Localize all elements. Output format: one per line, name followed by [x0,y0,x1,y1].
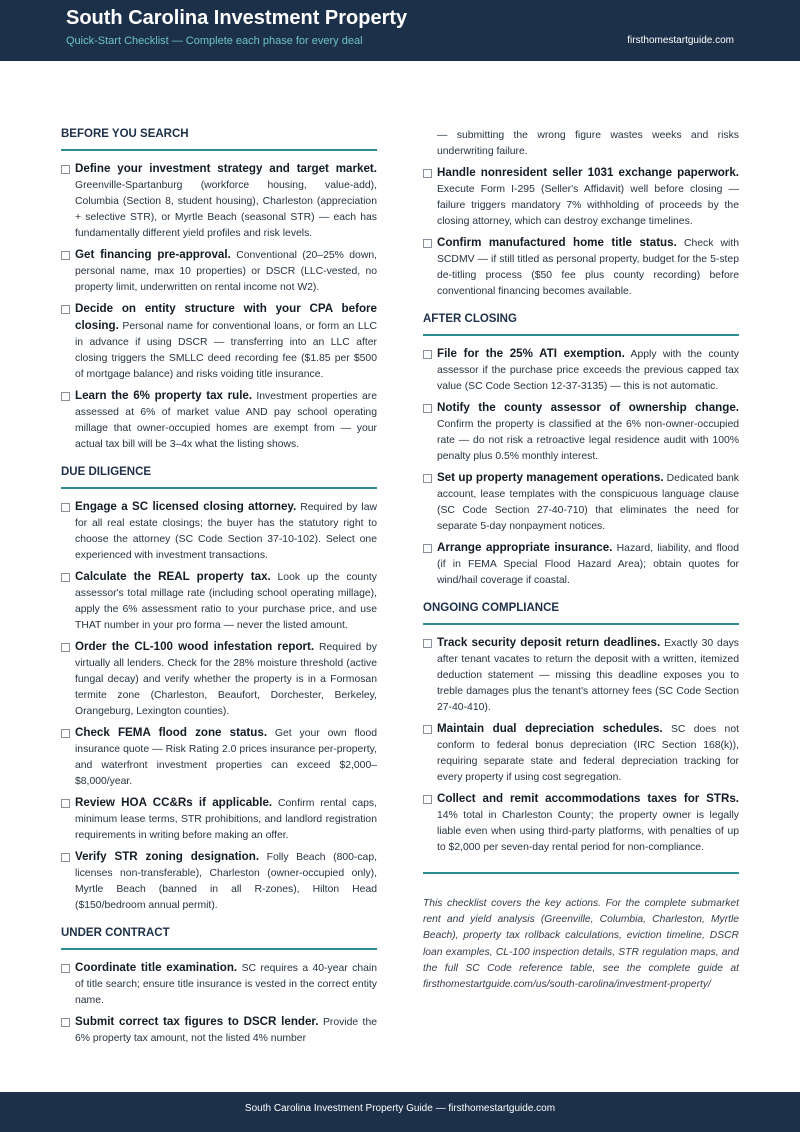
checklist-item: Notify the county assessor of ownership change. Confirm the property is classified at the 6% non-owner-occupied rate — do not risk a retroactive legal residence audit with 100% penalty plus 0.5% monthly interest. [423,400,739,465]
guide-note: This checklist covers the key actions. For the complete submarket rent and yield analysis (Greenville, Columbia, Charleston, Myrtle Beach), property tax rollback calculations, eviction timeline, DSCR loan examples, CL-100 inspection details, STR regulation maps, and the full SC Code reference table, see the complete guide at firsthomestartguide.com/us/south-carolina/investment-property/ [423,898,739,991]
checkbox[interactable] [423,404,432,413]
checkbox[interactable] [61,392,70,401]
page-footer [0,1092,800,1132]
section-after-list [423,346,739,589]
checklist-item: Set up property management operations. Dedicated bank account, lease templates with the conspicuous language clause (SC Code Section 27-40-710) that eliminates the need for separate 5-day nonpayment notices. [423,470,739,535]
checklist-item: Learn the 6% property tax rule. Investment properties are assessed at 6% of market value AND pay school operating millage that owner-occupied homes are exempt from — your actual tax bill will be 3–4x what the listing shows. [61,388,377,453]
checklist-item: Engage a SC licensed closing attorney. Required by law for all real estate closings; the buyer has the statutory right to choose the attorney (SC Code Section 37-10-102). Select one experienced with investment transactions. [61,499,377,564]
section-contract-list [61,960,377,1047]
checkbox[interactable] [423,474,432,483]
divider [423,872,739,874]
checkbox[interactable] [61,1018,70,1027]
checklist-item: Verify STR zoning designation. Folly Beach (800-cap, licenses non-transferable), Charleston (owner-occupied only), Myrtle Beach (banned in all R-zones), Hilton Head ($150/bedroom annual permit). [61,849,377,914]
section-diligence-list [61,499,377,914]
checklist-item: Get financing pre-approval. Conventional (20–25% down, personal name, max 10 properties) or DSCR (LLC-vested, no property limit, underwritten on rental income not W2). [61,247,377,296]
checklist-item: Coordinate title examination. SC requires a 40-year chain of title search; ensure title insurance is vested in the correct entity name. [61,960,377,1009]
checklist-item: Maintain dual depreciation schedules. SC does not conform to federal bonus depreciation (IRC Section 168(k)), requiring separate state and federal depreciation tracking for every property if using cost segregation. [423,721,739,786]
checkbox[interactable] [61,964,70,973]
checklist-item: Confirm manufactured home title status. Check with SCDMV — if still titled as personal property, budget for the 5-step de-titling process ($50 fee plus county recording) before conventional financing becomes available. [423,235,739,300]
section-before-list [61,161,377,453]
page-title: South Carolina Investment Property [66,7,408,29]
checklist-item: Track security deposit return deadlines. Exactly 30 days after tenant vacates to return the deposit with a written, itemized deduction statement — missing this deadline exposes you to treble damages plus the tenant's attorney fees (SC Code Section 27-40-410). [423,635,739,716]
checkbox[interactable] [423,725,432,734]
section-title-contract: UNDER CONTRACT [61,927,377,950]
right-column [423,128,739,993]
checklist-item: Order the CL-100 wood infestation report. Required by virtually all lenders. Check for the 28% moisture threshold (active fungal decay) and verify whether the property is in a Formosan termite zone (Charleston, Beaufort, Dorchester, Berkeley, Orangeburg, Lexington counties). [61,639,377,720]
checklist-item: Calculate the REAL property tax. Look up the county assessor's total millage rate (including school operating millage), apply the 6% assessment ratio to your purchase price, and use THAT number in your pro forma — never the listed amount. [61,569,377,634]
section-ongoing-list [423,635,739,856]
checkbox[interactable] [61,305,70,314]
checkbox[interactable] [423,639,432,648]
checklist-item: Review HOA CC&Rs if applicable. Confirm rental caps, minimum lease terms, STR prohibitions, and landlord registration requirements in writing before making an offer. [61,795,377,844]
checkbox[interactable] [61,729,70,738]
checklist-item: Collect and remit accommodations taxes for STRs. 14% total in Charleston County; the property owner is legally liable even when using third-party platforms, with penalties of up to $2,000 per seven-day rental period for non-compliance. [423,791,739,856]
checkbox[interactable] [61,643,70,652]
checkbox[interactable] [61,165,70,174]
section-title-before: BEFORE YOU SEARCH [61,128,377,151]
checklist-item: Handle nonresident seller 1031 exchange paperwork. Execute Form I-295 (Seller's Affidavit) well before closing — failure triggers mandatory 7% withholding of proceeds by the closing attorney, which can destroy exchange timelines. [423,165,739,230]
checklist-item: Define your investment strategy and target market. Greenville-Spartanburg (workforce housing, value-add), Columbia (Section 8, student housing), Charleston (appreciation + selective STR), or Myrtle Beach (seasonal STR) — each has fundamentally different yield profiles and risk levels. [61,161,377,242]
checklist-item: Check FEMA flood zone status. Get your own flood insurance quote — Risk Rating 2.0 prices insurance per-property, and waterfront investment properties can exceed $2,000–$8,000/year. [61,725,377,790]
section-title-diligence: DUE DILIGENCE [61,466,377,489]
checkbox[interactable] [61,799,70,808]
checklist-item: Submit correct tax figures to DSCR lender. Provide the 6% property tax amount, not the listed 4% number [61,1014,377,1047]
checkbox[interactable] [423,544,432,553]
left-column [61,128,377,1052]
checkbox[interactable] [61,503,70,512]
checkbox[interactable] [61,853,70,862]
page-header [0,0,800,61]
site-url: firsthomestartguide.com [627,35,734,46]
checklist-item: Arrange appropriate insurance. Hazard, liability, and flood (if in FEMA Special Flood Hazard Area); obtain quotes for wind/hail coverage if coastal. [423,540,739,589]
section-title-ongoing: ONGOING COMPLIANCE [423,602,739,625]
checkbox[interactable] [423,795,432,804]
checklist-item: Decide on entity structure with your CPA before closing. Personal name for conventional loans, or form an LLC in advance if using DSCR — transferring into an LLC after closing triggers the SMLLC deed recording fee ($1.85 per $500 of mortgage balance) and risks voiding title insurance. [61,301,377,383]
continuation-text: — submitting the wrong figure wastes weeks and risks underwriting failure. [437,130,739,157]
checkbox[interactable] [423,350,432,359]
checkbox[interactable] [423,239,432,248]
checkbox[interactable] [61,573,70,582]
checkbox[interactable] [423,169,432,178]
section-title-after: AFTER CLOSING [423,313,739,336]
checkbox[interactable] [61,251,70,260]
section-contract-list-continued [423,165,739,300]
page-subtitle: Quick-Start Checklist — Complete each phase for every deal [66,35,363,47]
checklist-item: File for the 25% ATI exemption. Apply with the county assessor if the purchase price exceeds the previous capped tax value (SC Code Section 12-37-3135) — this is not automatic. [423,346,739,395]
footer-text: South Carolina Investment Property Guide — firsthomestartguide.com [244,1103,556,1114]
